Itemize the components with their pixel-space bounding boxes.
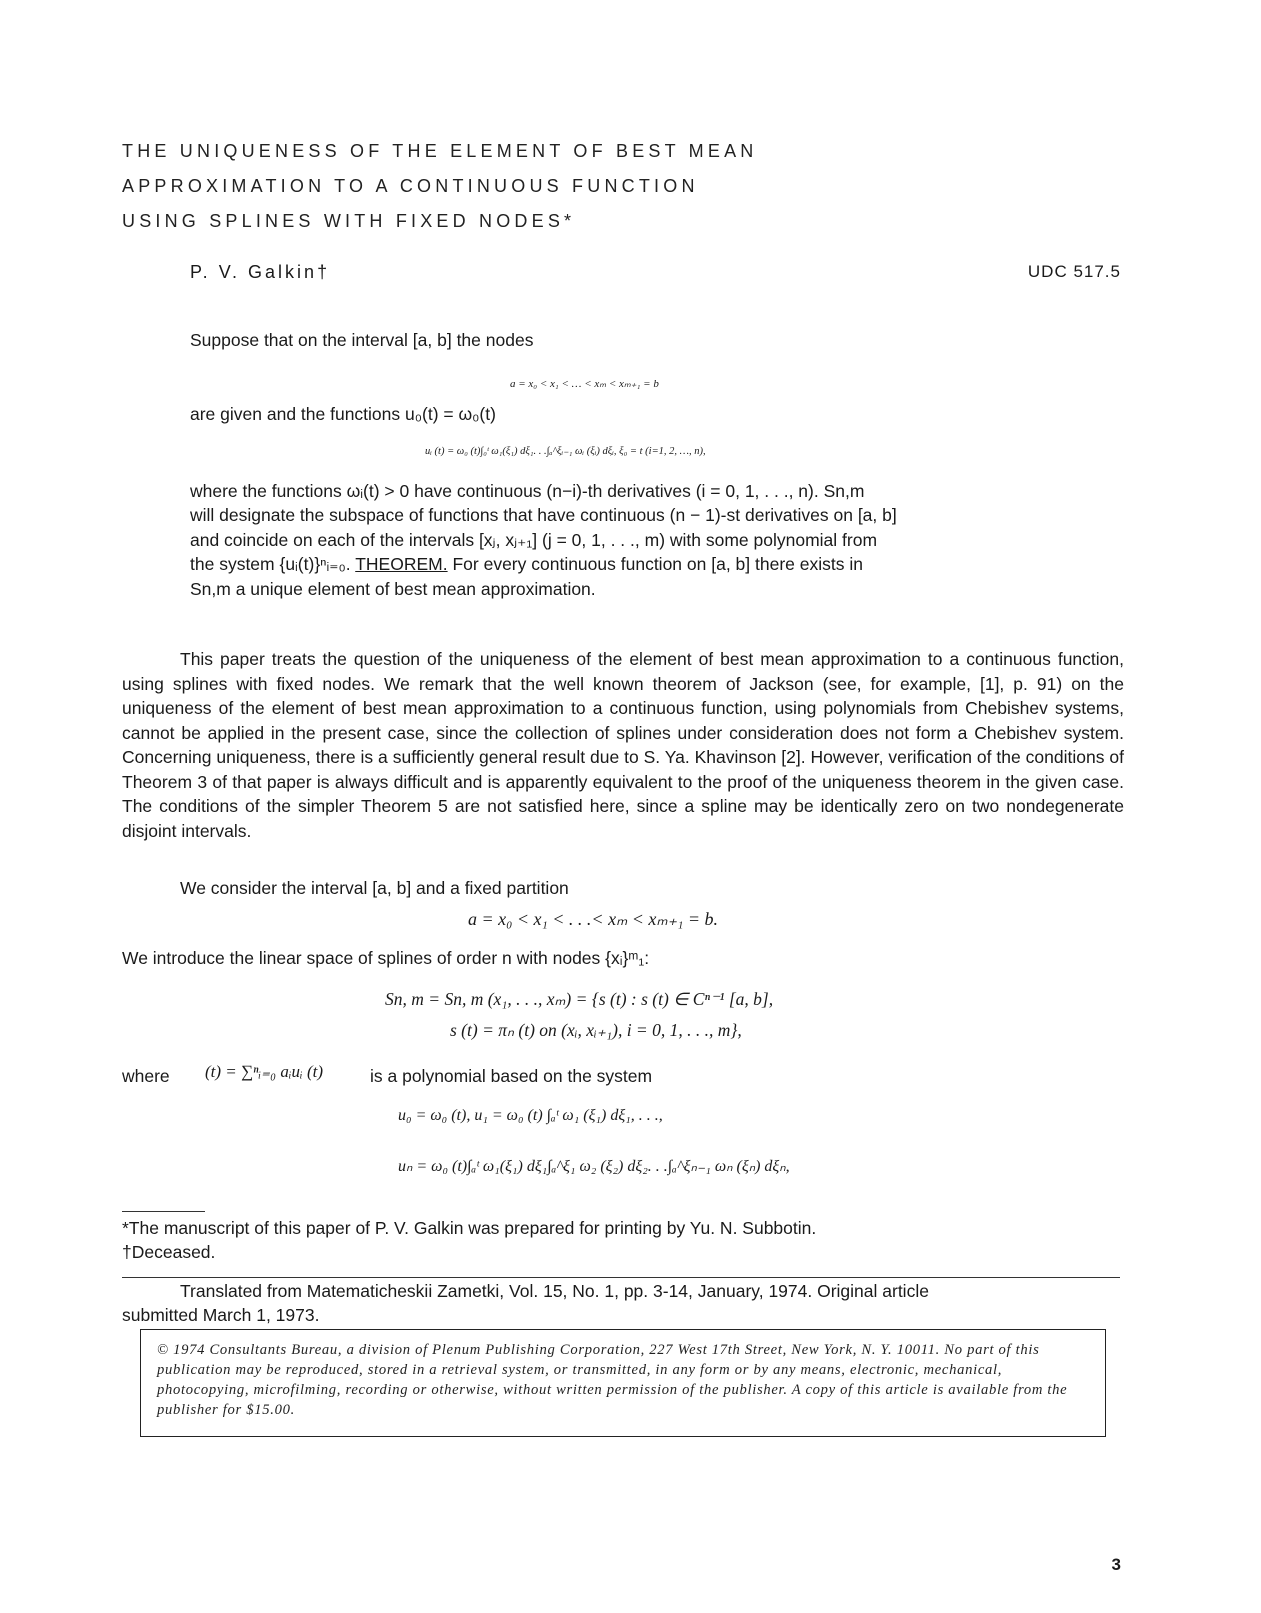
page-number: 3 xyxy=(1111,1555,1121,1574)
copyright-notice: © 1974 Consultants Bureau, a division of Plenum Publishing Corporation, 227 West 17th Street, New York, N. Y. 10011. No part of this publication may be reproduced, stored in a retrieval system, or transmitted, in any form or by any means, electronic, mechanical, photocopying, microfilming, recording or otherwise, without written permission of the publisher. A copy of this article is available from the publisher for $15.00. xyxy=(157,1342,1068,1418)
theorem-label: THEOREM. xyxy=(355,554,448,574)
title-line-1: THE UNIQUENESS OF THE ELEMENT OF BEST MEAN xyxy=(122,141,758,161)
body-paragraph-2: We consider the interval [a, b] and a fixed partition xyxy=(180,878,569,898)
abstract-line-6 xyxy=(190,552,863,577)
abstract-line-5: and coincide on each of the intervals [xⱼ, xⱼ₊₁] (j = 0, 1, . . ., m) with some polynomial from xyxy=(190,530,878,550)
polynomial-expression: (t) = ∑ⁿᵢ₌₀ aᵢuᵢ (t) xyxy=(205,1062,323,1081)
footnote-1: *The manuscript of this paper of P. V. Galkin was prepared for printing by Yu. N. Subbotin. xyxy=(122,1218,817,1238)
spline-space-equation-2: s (t) = πₙ (t) on (xᵢ, xᵢ₊₁), i = 0, 1, . . ., m}, xyxy=(450,1020,742,1040)
copyright-box xyxy=(140,1329,1106,1437)
body-paragraph-3: We introduce the linear space of splines of order n with nodes {xᵢ}ᵐ₁: xyxy=(122,948,650,968)
abstract-line-7: Sn,m a unique element of best mean approximation. xyxy=(190,579,596,599)
abstract-equation-functions: uᵢ (t) = ω₀ (t)∫₀ᵗ ω₁(ξ₁) dξ₁. . .∫ₐ^ξᵢ₋₁ ωᵢ (ξᵢ) dξᵢ, ξ₀ = t (i=1, 2, …, n), xyxy=(425,446,706,457)
abstract-line-4: will designate the subspace of functions that have continuous (n − 1)-st derivatives on [a, b] xyxy=(190,505,897,525)
body-paragraph-1: This paper treats the question of the uniqueness of the element of best mean approximation to a continuous function, using splines with fixed nodes. We remark that the well known theorem of Jackson (see, for example, [1], p. 91) on the uniqueness of the element of best mean approximation to a continuous function, using polynomials from Chebishev systems, cannot be applied in the present case, since the collection of splines under consideration does not form a Chebishev system. Concerning uniqueness, there is a sufficiently general result due to S. Ya. Khavinson [2]. However, verification of the conditions of Theorem 3 of that paper is always difficult and is apparently equivalent to the proof of the uniqueness theorem in the given case. The conditions of the simpler Theorem 5 are not satisfied here, since a spline may be identically zero on two nondegenerate disjoint intervals. xyxy=(122,649,1124,841)
where-label: where xyxy=(122,1066,170,1086)
udc-code: UDC 517.5 xyxy=(1027,262,1121,281)
partition-equation: a = x₀ < x₁ < . . .< xₘ < xₘ₊₁ = b. xyxy=(468,909,719,929)
footnote-rule xyxy=(122,1211,205,1212)
author-name: P. V. Galkin† xyxy=(190,262,331,282)
abstract-line-3: where the functions ωᵢ(t) > 0 have continuous (n−i)-th derivatives (i = 0, 1, . . ., n). Sn,m xyxy=(190,481,865,501)
theorem-statement: For every continuous function on [a, b] there exists in xyxy=(452,554,863,574)
title-line-3: USING SPLINES WITH FIXED NODES* xyxy=(122,211,576,231)
system-equation-1: u₀ = ω₀ (t), u₁ = ω₀ (t) ∫ₐᵗ ω₁ (ξ₁) dξ₁, . . ., xyxy=(398,1107,663,1124)
system-equation-2: uₙ = ω₀ (t)∫ₐᵗ ω₁(ξ₁) dξ₁∫ₐ^ξ₁ ω₂ (ξ₂) dξ₂. . .∫ₐ^ξₙ₋₁ ωₙ (ξₙ) dξₙ, xyxy=(398,1158,790,1175)
translation-rule xyxy=(122,1277,1120,1278)
title-line-2: APPROXIMATION TO A CONTINUOUS FUNCTION xyxy=(122,176,699,196)
footnote-2: †Deceased. xyxy=(122,1242,216,1262)
abstract-line-2: are given and the functions u₀(t) = ω₀(t) xyxy=(190,404,496,424)
abstract-system-text: the system {uᵢ(t)}ⁿᵢ₌₀. xyxy=(190,554,351,574)
translation-line-1: Translated from Matematicheskii Zametki, Vol. 15, No. 1, pp. 3-14, January, 1974. Original article xyxy=(180,1281,929,1301)
translation-line-2: submitted March 1, 1973. xyxy=(122,1305,320,1325)
spline-space-equation-1: Sn, m = Sn, m (x₁, . . ., xₘ) = {s (t) : s (t) ∈ Cⁿ⁻¹ [a, b], xyxy=(385,989,774,1009)
polynomial-description: is a polynomial based on the system xyxy=(370,1066,653,1086)
abstract-equation-nodes: a = x₀ < x₁ < … < xₘ < xₘ₊₁ = b xyxy=(510,378,659,390)
abstract-line-1: Suppose that on the interval [a, b] the nodes xyxy=(190,330,534,350)
